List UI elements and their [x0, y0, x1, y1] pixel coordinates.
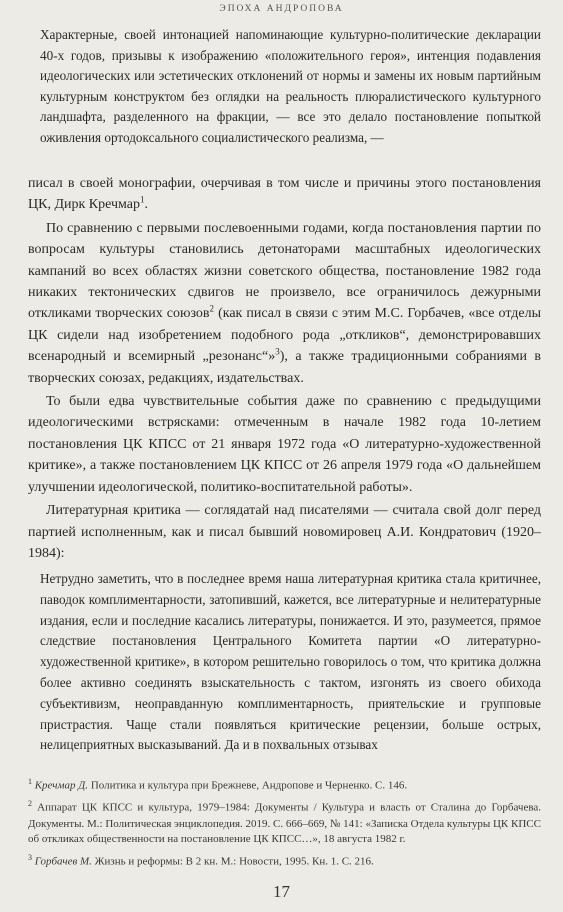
running-head: ЭПОХА АНДРОПОВА	[219, 4, 344, 14]
paragraph-4: Литературная критика — соглядатай над писателями — считала свой долг перед партией исполненным, как и писал бывший новомировец А.И. Кондратович (1920–1984):	[28, 503, 541, 561]
footnote-2-text: Аппарат ЦК КПСС и культура, 1979–1984: Документы / Культура и власть от Сталина до Горбачева. Документы. М.: Политическая энциклопедия. 2019. С. 666–669, № 141: «Записка Отдела культуры ЦК КПСС об откликах общественности на постановление ЦК КПСС…», 18 августа 1982 г.	[28, 801, 542, 846]
paragraph-3: То были едва чувствительные события даже по сравнению с предыдущими идеологическими встрясками: отмеченным в начале 1982 года 10-летием постановления ЦК КПСС от 21 января 1972 года «О литературно-художественной критике», а также постановлением ЦК КПСС от 26 апреля 1979 года «О дальнейшем улучшении идеологической, политико-воспитательной работы».	[28, 394, 541, 495]
block-quote-2	[28, 569, 541, 756]
quote-1-text: Характерные, своей интонацией напоминающие культурно-политические декларации 40-х годов, призывы к изображению «положительного героя», интенция подавления идеологических или эстетических отклонений от нормы и замены их новым партийным культурным конструктом без оглядки на реальность плюралистического культурного ландшафта, разделенного на фракции, — все это делало постановление попыткой оживления ортодоксального социалистического реализма, —	[40, 27, 541, 145]
footnote-ref-2[interactable]: 2	[209, 303, 215, 314]
page-number: 17	[273, 882, 290, 901]
paragraph-1	[28, 173, 541, 216]
main-text	[28, 173, 541, 566]
footnote-3-number: 3	[28, 852, 32, 862]
paragraph-2-middle: (как писал в связи с этим М.С. Горбачев, «все отделы ЦК сидели над изобретением подобного рода „откликов“, демонстрировавших всенародный и всемирный „резонанс“»	[28, 306, 542, 365]
footnote-3-text: Жизнь и реформы: В 2 кн. М.: Новости, 1995. Кн. 1. С. 216.	[91, 855, 374, 868]
footnote-3-author: Горбачев М.	[34, 855, 92, 868]
quote-2-text: Нетрудно заметить, что в последнее время наша литературная критика стала критичнее, паводок комплиментарности, затопивший, кажется, все литературные и нелитературные издания, если и последние касались литературы, понижается. И это, разумеется, прямое следствие постановления Центрального Комитета партии «О литературно-художественной критике», в котором решительно говорилось о том, что критика должна более активно соединять взыскательность с тактом, изгонять из своего обихода субъективизм, неоправданную комплиментарность, приятельские и групповые пристрастия. Чаще стали появляться критические рецензии, больше острых, нелицеприятных высказываний. Да и в похвальных отзывах	[40, 571, 541, 753]
footnote-2	[28, 796, 541, 847]
footnote-3	[28, 850, 541, 870]
footnote-1-author: Кречмар Д.	[34, 779, 89, 792]
footnote-ref-1[interactable]: 1	[140, 194, 145, 205]
paragraph-1-end: .	[144, 197, 149, 213]
paragraph-2-text: По сравнению с первыми послевоенными годами, когда постановления партии по вопросам культуры становились детонаторами масштабных идеологических кампаний во всех областях жизни советского общества, постановление 1982 года никаких тектонических сдвигов не произвело, все ограничилось дежурными откликами творческих союзов	[28, 220, 541, 322]
footnote-ref-3[interactable]: 3	[275, 346, 280, 357]
footnote-1-text: Политика и культура при Брежневе, Андропове и Черненко. С. 146.	[88, 779, 408, 792]
paragraph-2	[28, 218, 541, 389]
footnote-1	[28, 774, 541, 794]
footnote-2-number: 2	[28, 799, 32, 809]
block-quote-1	[28, 25, 541, 148]
paragraph-2-end: ), а также традиционными собраниями в творческих союзах, редакциях, издательствах.	[28, 349, 541, 386]
footnote-1-number: 1	[28, 777, 32, 786]
paragraph-1-text: писал в своей монографии, очерчивая в том числе и причины этого постановления ЦК, Дирк Кречмар	[28, 176, 541, 213]
footnotes	[28, 774, 541, 872]
